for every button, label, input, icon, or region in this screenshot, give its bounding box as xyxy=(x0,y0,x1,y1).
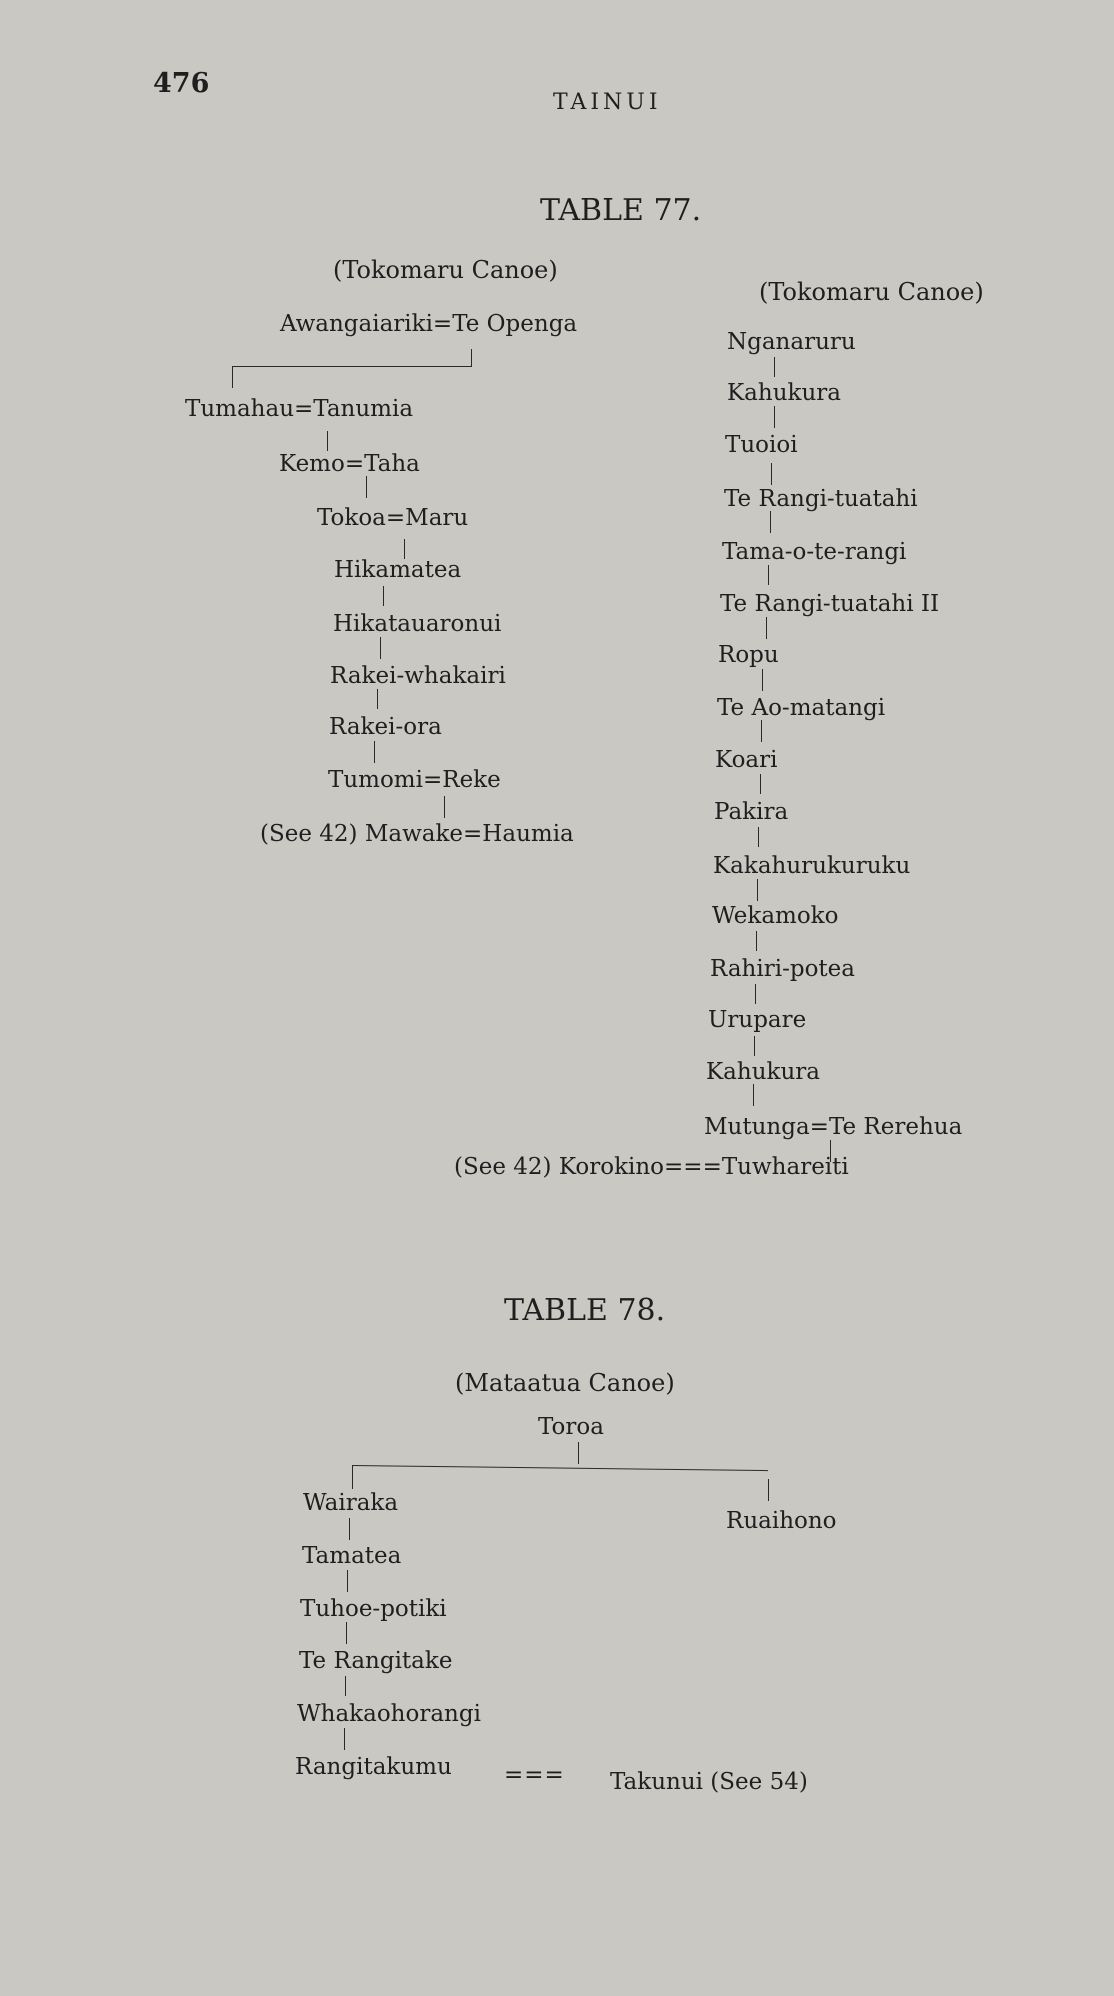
connector xyxy=(766,617,767,639)
genealogy-entry: Mutunga=Te Rerehua xyxy=(704,1114,963,1140)
table-77-left-root: Awangaiariki=Te Openga xyxy=(280,311,578,337)
connector xyxy=(374,741,375,763)
genealogy-entry: Ruaihono xyxy=(726,1508,837,1534)
connector xyxy=(756,931,757,951)
genealogy-entry: Kakahurukuruku xyxy=(713,853,911,879)
genealogy-entry: Rahiri-potea xyxy=(710,956,855,982)
connector xyxy=(754,1036,755,1056)
genealogy-entry: Tama-o-te-rangi xyxy=(722,539,907,565)
genealogy-entry: Kemo=Taha xyxy=(279,451,420,477)
genealogy-entry: Koari xyxy=(715,747,778,773)
genealogy-entry: Nganaruru xyxy=(727,329,856,355)
genealogy-entry: Tumomi=Reke xyxy=(328,767,501,793)
connector xyxy=(762,669,763,691)
connector xyxy=(377,689,378,709)
connector xyxy=(366,476,367,498)
genealogy-entry: Ropu xyxy=(718,642,779,668)
genealogy-entry: Rakei-ora xyxy=(329,714,442,740)
genealogy-entry: Hikatauaronui xyxy=(333,611,502,637)
connector xyxy=(774,406,775,428)
connector xyxy=(771,463,772,485)
table-78-root: Toroa xyxy=(538,1414,604,1440)
connector xyxy=(349,1518,350,1540)
connector xyxy=(758,827,759,847)
genealogy-entry: (See 42) Korokino===Tuwhareiti xyxy=(454,1154,849,1180)
connector xyxy=(345,1676,346,1696)
connector xyxy=(344,1728,345,1750)
genealogy-entry: Urupare xyxy=(708,1007,807,1033)
genealogy-entry: Pakira xyxy=(714,799,789,825)
connector xyxy=(768,1479,769,1501)
connector xyxy=(352,1465,768,1471)
connector xyxy=(578,1442,579,1464)
union-sign: === xyxy=(504,1762,565,1788)
genealogy-entry: Wairaka xyxy=(303,1490,399,1516)
connector xyxy=(774,357,775,377)
connector xyxy=(327,431,328,451)
table-78-title: TABLE 78. xyxy=(504,1293,666,1328)
connector xyxy=(232,366,233,388)
genealogy-entry: Te Ao-matangi xyxy=(717,695,886,721)
table-78-canoe: (Mataatua Canoe) xyxy=(455,1369,675,1397)
connector xyxy=(383,586,384,606)
genealogy-entry: Takunui (See 54) xyxy=(610,1769,808,1795)
genealogy-entry: Rakei-whakairi xyxy=(330,663,506,689)
genealogy-entry: Tamatea xyxy=(302,1543,402,1569)
connector xyxy=(232,366,472,367)
connector xyxy=(347,1570,348,1592)
genealogy-entry: Wekamoko xyxy=(712,903,839,929)
genealogy-entry: Whakaohorangi xyxy=(297,1701,481,1727)
connector xyxy=(757,879,758,901)
connector xyxy=(753,1084,754,1106)
genealogy-entry: Te Rangi-tuatahi xyxy=(724,486,918,512)
connector xyxy=(761,720,762,742)
genealogy-entry: (See 42) Mawake=Haumia xyxy=(260,821,574,847)
running-head: TAINUI xyxy=(553,90,662,115)
connector xyxy=(471,349,472,367)
connector xyxy=(760,774,761,794)
genealogy-entry: Tuhoe-potiki xyxy=(300,1596,447,1622)
table-77-right-canoe: (Tokomaru Canoe) xyxy=(759,278,984,306)
genealogy-entry: Tuoioi xyxy=(725,432,798,458)
connector xyxy=(770,511,771,533)
genealogy-entry: Kahukura xyxy=(727,380,841,406)
connector xyxy=(768,565,769,585)
table-77-title: TABLE 77. xyxy=(540,193,702,228)
genealogy-entry: Kahukura xyxy=(706,1059,820,1085)
genealogy-entry: Tumahau=Tanumia xyxy=(185,396,414,422)
connector xyxy=(444,796,445,818)
genealogy-entry: Rangitakumu xyxy=(295,1754,452,1780)
connector xyxy=(404,539,405,559)
page-number: 476 xyxy=(153,68,210,99)
genealogy-entry: Te Rangitake xyxy=(299,1648,453,1674)
connector xyxy=(346,1622,347,1644)
connector xyxy=(352,1465,353,1489)
connector xyxy=(380,637,381,659)
genealogy-entry: Tokoa=Maru xyxy=(317,505,469,531)
genealogy-entry: Te Rangi-tuatahi II xyxy=(720,591,940,617)
connector xyxy=(755,984,756,1004)
table-77-left-canoe: (Tokomaru Canoe) xyxy=(333,256,558,284)
genealogy-entry: Hikamatea xyxy=(334,557,462,583)
